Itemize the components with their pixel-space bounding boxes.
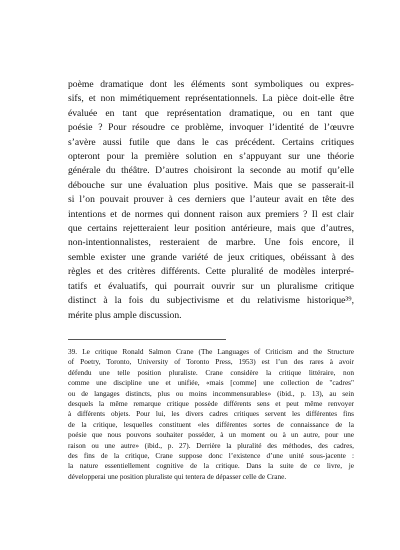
footnote-line: défendu une telle position pluraliste. Crane considère la critique littéraire, non (68, 367, 354, 377)
text-line: tatifs et évaluatifs, qui pourrait ouvrir sur un pluralisme critique (68, 280, 354, 292)
text-line: distinct à la fois du subjectivisme et du relativisme historique³⁹, (68, 295, 354, 307)
text-line: poésie ? Pour résoudre ce problème, invoquer l’identité de l’œuvre (68, 122, 354, 134)
footnote-line: à différents objets. Pour lui, les divers cadres critiques servent les différentes fins (68, 409, 354, 419)
text-line: poème dramatique dont les éléments sont symboliques ou expres- (68, 79, 354, 90)
text-line: sifs, et non mimétiquement représentationnels. La pièce doit-elle être (68, 93, 354, 105)
footnote-line: desquels la même remarque critique possède différents sens et peut même renvoyer (68, 399, 354, 409)
footnote-line: of Poetry, Toronto, University of Toronto Press, 1953) est l’un des rares à avoir (68, 357, 354, 367)
text-line: s’avère aussi futile que dans le cas précédent. Certains critiques (68, 136, 354, 148)
text-line: règles et des critères différents. Cette pluralité de modèles interpré- (68, 266, 354, 278)
footnote-39 (68, 347, 354, 482)
text-line: si l’on pouvait prouver à ces derniers que l’auteur avait en tête des (68, 194, 354, 206)
footnote-divider (68, 339, 226, 340)
footnote-line: comme une discipline une et unifiée, «mais [comme] une collection de "cadres" (68, 378, 354, 388)
footnote-line: la nature essentiellement cognitive de la critique. Dans la suite de ce livre, je (68, 461, 354, 471)
text-line: non-intentionnalistes, resteraient de marbre. Une fois encore, il (68, 237, 354, 249)
footnote-line: des fins de la critique, Crane suppose donc l’existence d’une unité sous-jacente : (68, 451, 354, 461)
footnote-line: poésie que nous pouvons souhaiter posséder, à un moment ou à un autre, pour une (68, 430, 354, 440)
footnote-line: raison ou une autre» (ibid., p. 27). Derrière la pluralité des méthodes, des cadres, (68, 440, 354, 450)
footnote-line: ou de langages distincts, plus ou moins incommensurables» (ibid., p. 13), au sein (68, 388, 354, 398)
text-line: évaluée en tant que représentation dramatique, ou en tant que (68, 107, 354, 119)
text-line: mérite plus ample discussion. (68, 309, 182, 321)
text-line: intentions et de normes qui donnent raison aux premiers ? Il est clair (68, 208, 354, 220)
text-line: que certains rejetteraient leur position antérieure, mais que d’autres, (68, 223, 354, 235)
footnote-line: de la critique, lesquelles constituent «les différentes sortes de connaissance de la (68, 419, 354, 429)
main-paragraph (68, 78, 354, 323)
text-line: générale du théâtre. D’autres choisiront la seconde au motif qu’elle (68, 165, 354, 177)
text-line: semble exister une grande variété de jeux critiques, obéissant à des (68, 251, 354, 263)
text-line: opteront pour la première solution en s’appuyant sur une théorie (68, 151, 354, 163)
text-line: débouche sur une évaluation plus positive. Mais que se passerait-il (68, 179, 354, 191)
footnote-line: 39. Le critique Ronald Salmon Crane (The Languages of Criticism and the Structure (68, 347, 354, 356)
footnote-line: développerai une position pluraliste qui tentera de dépasser celle de Crane. (68, 471, 287, 481)
